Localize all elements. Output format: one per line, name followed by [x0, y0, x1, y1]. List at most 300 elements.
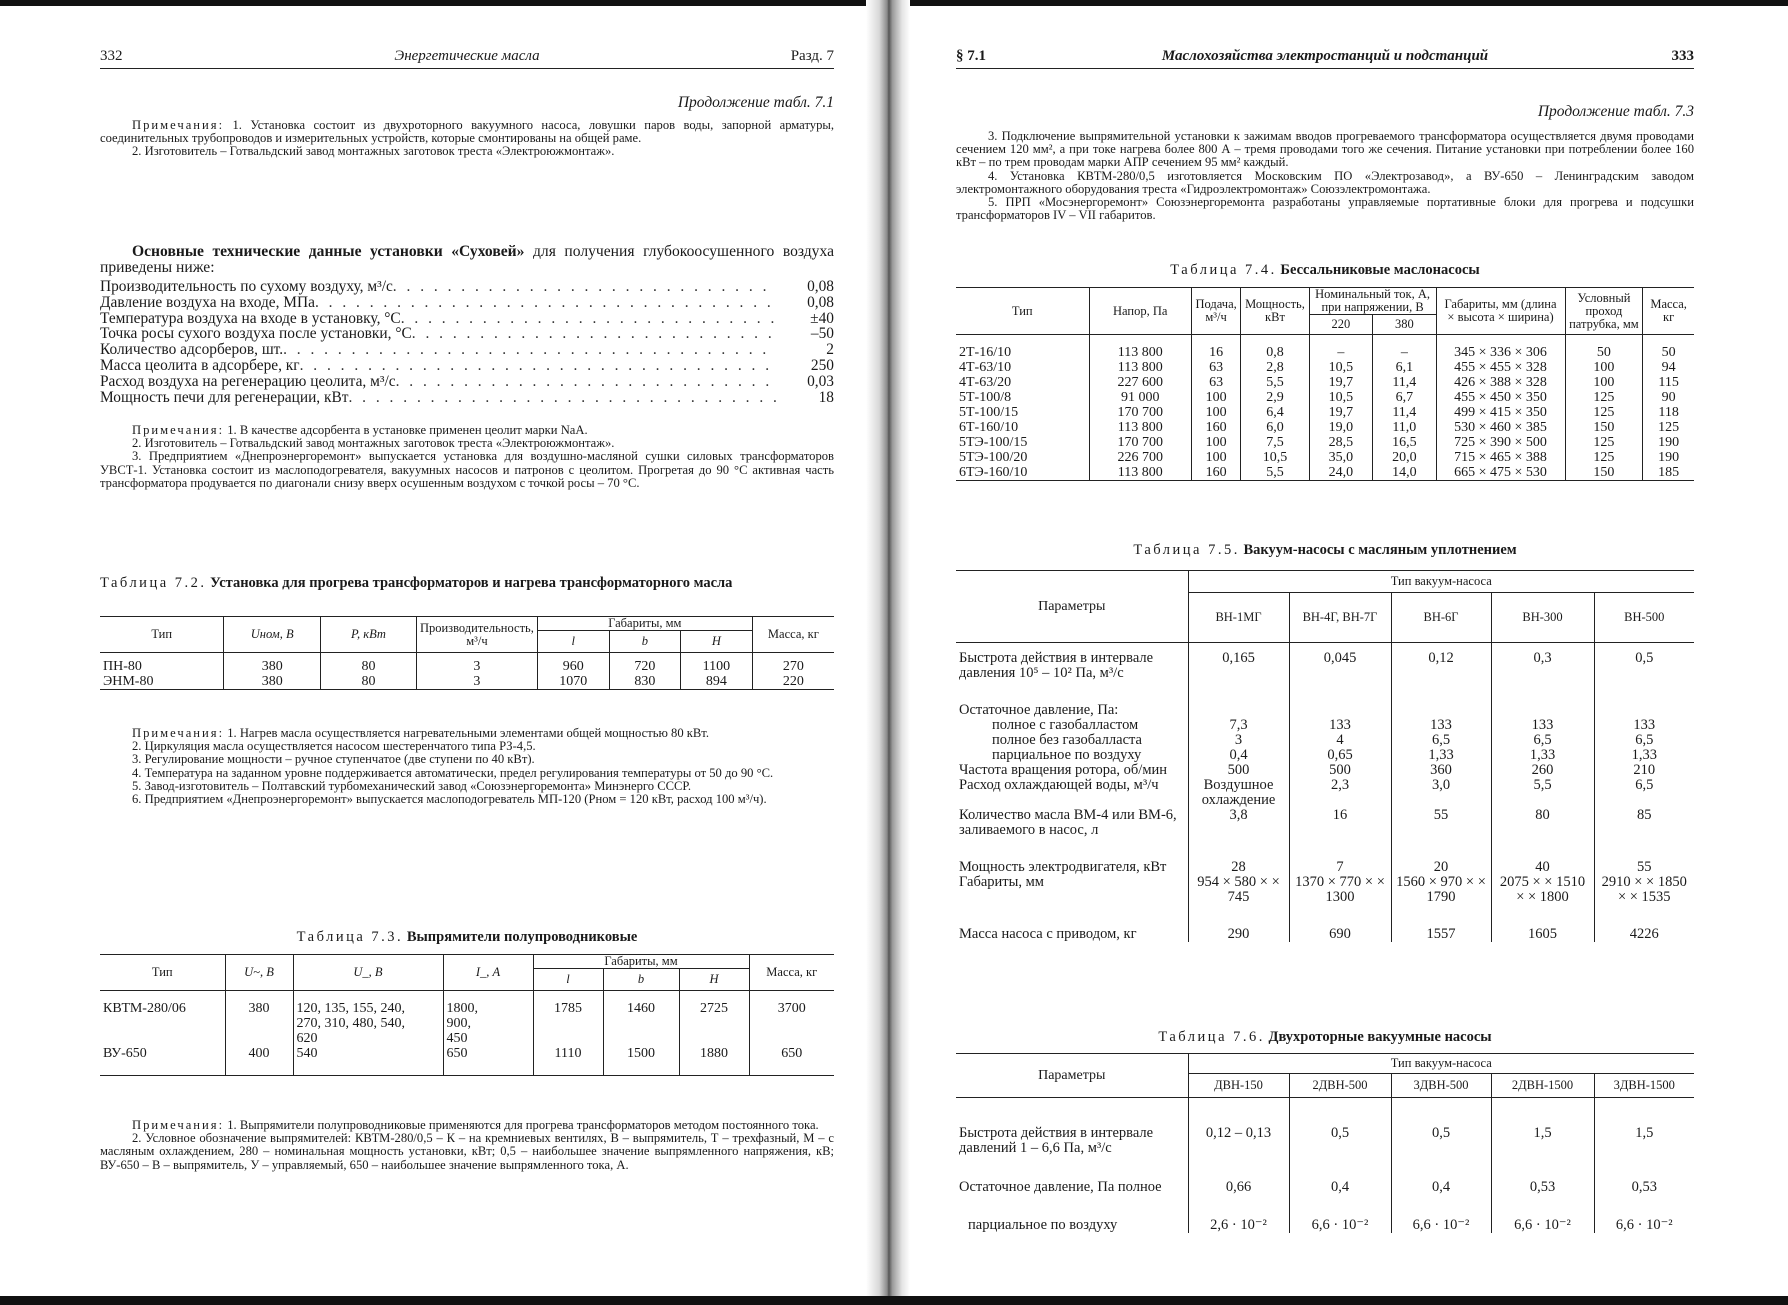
table-7-3-caption: [100, 929, 834, 946]
cell: [100, 1016, 225, 1031]
table-7-2-caption: [100, 575, 834, 592]
cell: 6,6 · 10⁻²: [1491, 1218, 1594, 1233]
table-7-6-caption: [956, 1029, 1694, 1046]
cell: 1880: [679, 1046, 749, 1076]
cell: 85: [1594, 808, 1694, 860]
table-row: [956, 875, 1694, 927]
notes-table-7-2: [100, 727, 834, 806]
sukhovey-specs: [100, 279, 834, 405]
notes-heading: Примечания:: [132, 1118, 225, 1132]
cell: 0,4: [1289, 1180, 1391, 1218]
leader-dots: [283, 342, 776, 358]
cell: 100: [1191, 435, 1240, 450]
row-label: 6Т-160/10: [959, 419, 1019, 435]
row-label: Быстрота действия в интервале давления 10⁵ – 10² Па, м³/с: [959, 649, 1154, 681]
cell: 500: [1289, 763, 1391, 778]
cell: 3,8: [1188, 808, 1289, 860]
col-header: U_, В: [293, 955, 443, 991]
col-header: l: [537, 631, 609, 653]
cell: 720: [609, 659, 680, 674]
spec-label: Давление воздуха на входе, МПа: [100, 293, 315, 311]
col-header-group: Габариты, мм: [537, 617, 752, 631]
row-label: 2Т-16/10: [959, 344, 1012, 360]
cell: 2075 × × 1510 × × 1800: [1491, 875, 1594, 927]
cell: 6,5: [1491, 733, 1594, 748]
cell: 0,4: [1391, 1180, 1491, 1218]
row-label: 6ТЭ-160/10: [956, 465, 1089, 481]
spec-value: 2: [826, 341, 834, 359]
col-header: Мощность, кВт: [1241, 288, 1309, 335]
col-header: Uном, В: [224, 617, 321, 653]
cell: [679, 1016, 749, 1031]
row-label: Быстрота действия в интервале давлений 1 – 6,6 Па, м³/с: [959, 1124, 1154, 1156]
sukhovey-intro-text: для получения глубокоосушенного воздуха приведены ниже:: [100, 243, 834, 276]
cell: 1800,: [443, 1001, 533, 1016]
section-label: Разд. 7: [790, 48, 834, 64]
spec-value: 0,03: [807, 372, 834, 390]
cell: 10,5: [1241, 450, 1309, 465]
cell: 0,3: [1491, 651, 1594, 703]
leader-dots: [348, 390, 776, 406]
notes-table-7-1: [100, 119, 834, 159]
cell: 170 700: [1089, 405, 1191, 420]
cell: 11,0: [1373, 420, 1436, 435]
cell: [225, 1031, 293, 1046]
cell: 1,5: [1594, 1126, 1694, 1180]
table-row: [100, 659, 834, 674]
cell: 120, 135, 155, 240,: [293, 1001, 443, 1016]
cell: 4226: [1594, 927, 1694, 942]
cell: 960: [537, 659, 609, 674]
col-header: Условный проход патрубка, мм: [1565, 288, 1643, 335]
cell: 14,0: [1373, 465, 1436, 481]
cell: 3: [416, 674, 537, 690]
table-row: [956, 703, 1694, 718]
cell: [533, 1031, 603, 1046]
note-1: 1. Нагрев масла осуществляется нагревательными элементами общей мощностью 80 кВт.: [224, 726, 710, 740]
col-header: ВН-6Г: [1391, 593, 1491, 643]
leader-dots: [300, 358, 776, 374]
row-label: 5Т-100/15: [959, 404, 1019, 420]
cell: 1,33: [1594, 748, 1694, 763]
table-row: [100, 1046, 834, 1076]
table-row: [956, 927, 1694, 942]
cell: –: [1309, 345, 1372, 360]
cell: 113 800: [1089, 345, 1191, 360]
cell: 55: [1391, 808, 1491, 860]
row-label: Остаточное давление, Па полное: [959, 1178, 1162, 1195]
cell: 455 × 450 × 350: [1436, 390, 1565, 405]
notes-table-7-3-cont: [956, 130, 1694, 222]
col-header: Параметры: [956, 571, 1188, 643]
cell: 426 × 388 × 328: [1436, 375, 1565, 390]
cell: [533, 1016, 603, 1031]
spec-row: [100, 311, 834, 327]
cell: [603, 1016, 679, 1031]
spec-value: –50: [810, 325, 834, 343]
table-label: Таблица 7.5.: [1133, 542, 1240, 558]
cell: 360: [1391, 763, 1491, 778]
cell: 6,5: [1594, 733, 1694, 748]
running-title: Маслохозяйства электростанций и подстанций: [1161, 48, 1489, 64]
leader-dots: [412, 326, 776, 342]
cell: 91 000: [1089, 390, 1191, 405]
cell: 6,5: [1391, 733, 1491, 748]
table-row: [956, 748, 1694, 763]
cell: 10,5: [1309, 390, 1372, 405]
spec-label: Температура воздуха на входе в установку, °С: [100, 309, 401, 327]
note-2: 2. Изготовитель – Готвальдский завод монтажных заготовок треста «Электроюжмонтаж».: [132, 436, 615, 451]
table-row: [100, 1001, 834, 1016]
cell: 6,7: [1373, 390, 1436, 405]
cell: 55: [1594, 860, 1694, 875]
cell: 450: [443, 1031, 533, 1046]
table-row: [956, 390, 1694, 405]
cell: 3: [416, 659, 537, 674]
cell: 16: [1191, 345, 1240, 360]
cell: 380: [224, 674, 321, 690]
leader-dots: [396, 374, 776, 390]
cell: 185: [1643, 465, 1694, 481]
cell: 133: [1289, 718, 1391, 733]
cell: [749, 1031, 834, 1046]
table-label: Таблица 7.6.: [1158, 1029, 1265, 1045]
cell: 620: [293, 1031, 443, 1046]
note-5: 5. ПРП «Мосэнергоремонт» Союзэнергоремонта разработаны управляемые портативные блоки для прогрева и подсушки трансформаторов IV – VII габаритов.: [956, 195, 1694, 223]
table-7-6: [956, 1053, 1694, 1233]
cell: 7: [1289, 860, 1391, 875]
cell: 270, 310, 480, 540,: [293, 1016, 443, 1031]
cell: 100: [1191, 390, 1240, 405]
table-row: [956, 1126, 1694, 1180]
note-6: 6. Предприятием «Днепроэнергоремонт» выпускается маслоподогреватель МП-120 (Pном = 120 кВт, расход 100 м³/ч).: [132, 792, 767, 807]
cell: 113 800: [1089, 420, 1191, 435]
table-row: [956, 778, 1694, 808]
right-page: [956, 0, 1694, 1296]
col-header: Параметры: [956, 1054, 1188, 1098]
cell: 400: [225, 1046, 293, 1076]
table-row: [100, 674, 834, 690]
cell: 94: [1643, 360, 1694, 375]
spec-row: [100, 279, 834, 295]
cell: 0,5: [1594, 651, 1694, 703]
cell: 830: [609, 674, 680, 690]
cell: 133: [1391, 718, 1491, 733]
cell: КВТМ-280/06: [103, 1000, 186, 1016]
cell: 715 × 465 × 388: [1436, 450, 1565, 465]
spec-value: 0,08: [807, 278, 834, 295]
row-label: 5ТЭ-100/15: [959, 434, 1028, 450]
spec-row: [100, 342, 834, 358]
col-header: Тип: [956, 288, 1089, 335]
cell: 220: [752, 674, 834, 690]
cell: 0,165: [1188, 651, 1289, 703]
cell: 1500: [603, 1046, 679, 1076]
col-header: b: [603, 969, 679, 991]
cell: 113 800: [1089, 465, 1191, 481]
note-4: 4. Температура на заданном уровне поддерживается автоматически, предел регулирования температуры от 50 до 90 °С.: [132, 765, 774, 780]
table-row: [956, 860, 1694, 875]
leader-dots: [393, 279, 776, 295]
note-1: 1. Установка состоит из двухроторного вакуумного насоса, ловушки паров воды, запорной арматуры, соединительных трубопроводов и измерительных устройств, которые смонтированы на общей раме.: [100, 118, 834, 146]
cell: 1460: [603, 1001, 679, 1016]
cell: 227 600: [1089, 375, 1191, 390]
cell: [749, 1016, 834, 1031]
sukhovey-title: Основные технические данные установки «Суховей»: [132, 243, 525, 260]
table-row: [956, 651, 1694, 703]
cell: 2910 × × 1850 × × 1535: [1594, 875, 1694, 927]
cell: 0,53: [1491, 1180, 1594, 1218]
cell: 190: [1643, 450, 1694, 465]
cell: 530 × 460 × 385: [1436, 420, 1565, 435]
spec-label: Расход воздуха на регенерацию цеолита, м³/с: [100, 372, 396, 390]
notes-sukhovey: [100, 424, 834, 490]
note-1: 1. Выпрямители полупроводниковые применяются для прогрева трансформаторов методом постоянного тока.: [224, 1118, 819, 1132]
cell: 1110: [533, 1046, 603, 1076]
spec-row: [100, 326, 834, 342]
col-header: Масса, кг: [752, 617, 834, 653]
note-2: 2. Циркуляция масла осуществляется насосом шестеренчатого типа РЗ-4,5.: [132, 739, 536, 754]
cell: 5,5: [1241, 375, 1309, 390]
col-header-group: Тип вакуум-насоса: [1188, 571, 1694, 593]
row-label: Частота вращения ротора, об/мин: [959, 761, 1168, 778]
table-7-4-caption: [956, 262, 1694, 279]
cell: [225, 1016, 293, 1031]
row-label: Масса насоса с приводом, кг: [959, 925, 1137, 942]
cell: 0,8: [1241, 345, 1309, 360]
notes-table-7-3: [100, 1119, 834, 1172]
cell: 1100: [681, 659, 753, 674]
cell: 1785: [533, 1001, 603, 1016]
cell: [1391, 703, 1491, 718]
col-header: 380: [1373, 315, 1436, 335]
cell: 650: [443, 1046, 533, 1076]
table-7-5: [956, 570, 1694, 942]
cell: 5,5: [1241, 465, 1309, 481]
col-header-group: Тип вакуум-насоса: [1188, 1054, 1694, 1074]
cell: 90: [1643, 390, 1694, 405]
col-header: Производительность, м³/ч: [416, 617, 537, 653]
col-header: Тип: [100, 955, 225, 991]
cell: [603, 1031, 679, 1046]
cell: 690: [1289, 927, 1391, 942]
cell: 6,6 · 10⁻²: [1391, 1218, 1491, 1233]
notes-heading: Примечания:: [132, 423, 225, 437]
row-label: 4Т-63/10: [959, 359, 1012, 375]
cell: 24,0: [1309, 465, 1372, 481]
col-header: b: [609, 631, 680, 653]
cell: 455 × 455 × 328: [1436, 360, 1565, 375]
cell: 650: [749, 1046, 834, 1076]
cell: 0,12: [1391, 651, 1491, 703]
cell: 500: [1188, 763, 1289, 778]
cell: 499 × 415 × 350: [1436, 405, 1565, 420]
cell: 1370 × 770 × × 1300: [1289, 875, 1391, 927]
cell: 10,5: [1309, 360, 1372, 375]
cell: –: [1373, 345, 1436, 360]
cell: 954 × 580 × × 745: [1188, 875, 1289, 927]
cell: 0,65: [1289, 748, 1391, 763]
cell: [1289, 703, 1391, 718]
cell: 11,4: [1373, 375, 1436, 390]
cell: 1,5: [1491, 1126, 1594, 1180]
cell: 1,33: [1491, 748, 1594, 763]
leader-dots: [315, 295, 776, 311]
cell: 160: [1191, 420, 1240, 435]
spec-label: Мощность печи для регенерации, кВт: [100, 388, 349, 406]
note-2: 2. Изготовитель – Готвальдский завод монтажных заготовок треста «Электроюжмонтаж».: [132, 144, 615, 159]
page-number: 332: [100, 48, 123, 64]
col-header: I_, А: [443, 955, 533, 991]
row-label: Расход охлаждающей воды, м³/ч: [959, 776, 1159, 793]
cell: 6,0: [1241, 420, 1309, 435]
cell: 3700: [749, 1001, 834, 1016]
spec-label: Количество адсорберов, шт.: [100, 341, 284, 359]
continuation-label: Продолжение табл. 7.1: [677, 94, 834, 111]
note-1: 1. В качестве адсорбента в установке применен цеолит марки NaA.: [224, 423, 588, 437]
scan-bottom-edge: [0, 1296, 1788, 1305]
row-label: парциальное по воздуху: [992, 746, 1142, 763]
table-7-2: [100, 616, 834, 690]
cell: 2,3: [1289, 778, 1391, 808]
table-row: [956, 375, 1694, 390]
leader-dots: [401, 311, 776, 327]
cell: 133: [1491, 718, 1594, 733]
note-3: 3. Регулирование мощности – ручное ступенчатое (две ступени по 40 кВт).: [132, 752, 535, 767]
col-header: P, кВт: [320, 617, 416, 653]
cell: [1188, 703, 1289, 718]
cell: 63: [1191, 375, 1240, 390]
cell: 0,66: [1188, 1180, 1289, 1218]
cell: 540: [293, 1046, 443, 1076]
cell: 380: [225, 1001, 293, 1016]
notes-heading: Примечания:: [132, 118, 225, 132]
row-label: Габариты, мм: [959, 873, 1044, 890]
cell: 100: [1191, 450, 1240, 465]
table-7-5-caption: [956, 542, 1694, 559]
row-label: Остаточное давление, Па:: [959, 701, 1119, 718]
cell: 80: [1491, 808, 1594, 860]
row-label: Количество масла ВМ-4 или ВМ-6, заливаемого в насос, л: [959, 806, 1177, 838]
notes-heading: Примечания:: [132, 726, 225, 740]
cell: 115: [1643, 375, 1694, 390]
cell: [679, 1031, 749, 1046]
table-row: [956, 420, 1694, 435]
cell: 63: [1191, 360, 1240, 375]
col-header: H: [681, 631, 753, 653]
spec-row: [100, 358, 834, 374]
cell: 380: [224, 659, 321, 674]
cell: 0,5: [1391, 1126, 1491, 1180]
row-label: 5ТЭ-100/20: [959, 449, 1028, 465]
table-7-4: [956, 287, 1694, 481]
cell: 1070: [537, 674, 609, 690]
col-header-group: Габариты, мм: [533, 955, 749, 969]
table-title: Установка для прогрева трансформаторов и нагрева трансформаторного масла: [210, 575, 733, 591]
cell: 80: [320, 674, 416, 690]
col-header: H: [679, 969, 749, 991]
running-header: [956, 48, 1694, 69]
cell: 0,53: [1594, 1180, 1694, 1218]
cell: 133: [1594, 718, 1694, 733]
spec-row: [100, 374, 834, 390]
cell: ВУ-650: [100, 1046, 225, 1076]
note-5: 5. Завод-изготовитель – Полтавский турбомеханический завод «Союзэнергоремонта» Минэнерго СССР.: [132, 778, 691, 793]
cell: 125: [1565, 450, 1643, 465]
cell: 3: [1188, 733, 1289, 748]
cell: 3,0: [1391, 778, 1491, 808]
cell: 725 × 390 × 500: [1436, 435, 1565, 450]
note-3: 3. Подключение выпрямительной установки к зажимам вводов прогреваемого трансформатора осуществляется двумя проводами сечением 120 мм², а при токе нагрева более 800 А – тремя проводами того же сечения. Питание установки при потреблении более 160 кВт – по трем проводам марки АПР сечением 95 мм² каждый.: [956, 129, 1694, 170]
spec-value: 250: [810, 356, 834, 374]
cell: 125: [1565, 405, 1643, 420]
note-4: 4. Установка КВТМ-280/0,5 изготовляется Московским ПО «Электрозавод», а ВУ-650 – Ленинградским заводом электромонтажного оборудования треста «Гидроэлектромонтаж» Союзэлектромонтажа.: [956, 168, 1694, 196]
table-title: Вакуум-насосы с масляным уплотнением: [1243, 542, 1517, 558]
spec-label: Масса цеолита в адсорбере, кг: [100, 356, 300, 374]
cell: 6,1: [1373, 360, 1436, 375]
spec-value: 0,08: [807, 293, 834, 311]
cell: [1491, 703, 1594, 718]
cell: 50: [1565, 345, 1643, 360]
col-header: ВН-4Г, ВН-7Г: [1289, 593, 1391, 643]
cell: 7,3: [1188, 718, 1289, 733]
cell: 2,9: [1241, 390, 1309, 405]
spec-label: Производительность по сухому воздуху, м³/с: [100, 278, 393, 295]
cell: 894: [681, 674, 753, 690]
cell: 28,5: [1309, 435, 1372, 450]
table-title: Выпрямители полупроводниковые: [406, 929, 638, 945]
cell: 150: [1565, 420, 1643, 435]
table-row: [956, 718, 1694, 733]
note-3: 3. Предприятием «Днепроэнергоремонт» выпускается установка для воздушно-масляной сушки силовых трансформаторов УВСТ-1. Установка состоит из маслоподогревателя, вакуумных насосов и патронов с цеолитом. Прогретая до 90 °С активная часть трансформатора продувается по диагонали снизу вверх осушенным воздухом с точкой росы – 70 °С.: [100, 449, 834, 490]
cell: 900,: [443, 1016, 533, 1031]
cell: 20: [1391, 860, 1491, 875]
table-row: [956, 465, 1694, 481]
cell: 665 × 475 × 530: [1436, 465, 1565, 481]
cell: 0,5: [1289, 1126, 1391, 1180]
cell: 2725: [679, 1001, 749, 1016]
cell: 40: [1491, 860, 1594, 875]
cell: 160: [1191, 465, 1240, 481]
col-header: Напор, Па: [1089, 288, 1191, 335]
table-title: Бессальниковые маслонасосы: [1280, 262, 1480, 278]
table-row: [100, 1016, 834, 1031]
cell: 270: [752, 659, 834, 674]
spec-value: 18: [818, 388, 834, 406]
col-header: ВН-1МГ: [1188, 593, 1289, 643]
cell: 290: [1188, 927, 1289, 942]
spec-row: [100, 295, 834, 311]
col-header: Тип: [100, 617, 224, 653]
cell: 6,4: [1241, 405, 1309, 420]
table-row: [956, 1180, 1694, 1218]
table-row: [956, 405, 1694, 420]
cell: 20,0: [1373, 450, 1436, 465]
cell: 100: [1565, 375, 1643, 390]
cell: 28: [1188, 860, 1289, 875]
cell: 125: [1565, 390, 1643, 405]
left-page: [100, 0, 834, 1296]
cell: 19,7: [1309, 405, 1372, 420]
cell: 260: [1491, 763, 1594, 778]
spec-value: ±40: [810, 309, 834, 327]
table-row: [956, 345, 1694, 360]
cell: 35,0: [1309, 450, 1372, 465]
sukhovey-intro: [100, 244, 834, 276]
col-header: l: [533, 969, 603, 991]
cell: 0,4: [1188, 748, 1289, 763]
table-row: [956, 435, 1694, 450]
